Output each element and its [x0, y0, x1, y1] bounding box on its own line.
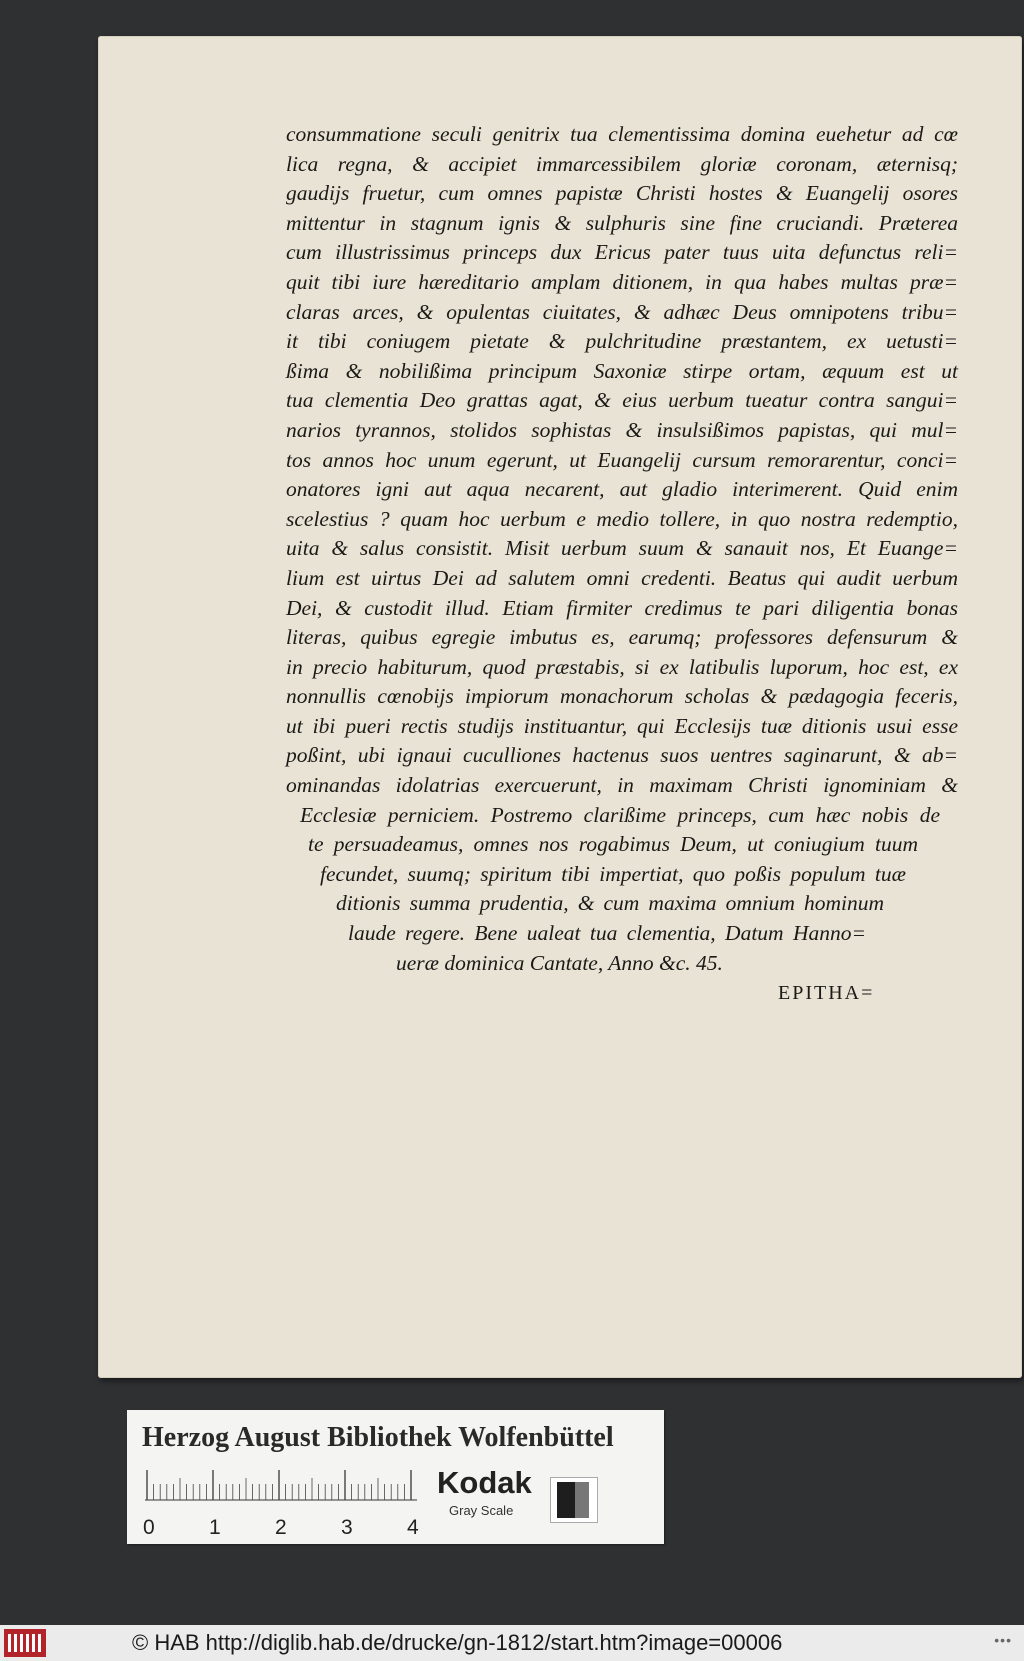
- text-line: ominandas idolatrias exercuerunt, in maximam Christi ignominiam &: [286, 773, 958, 798]
- ruler-label-0: 0: [143, 1516, 155, 1539]
- text-line: lica regna, & accipiet immarcessibilem gloriæ coronam, æternisq;: [286, 151, 958, 176]
- text-line: it tibi coniugem pietate & pulchritudine præstantem, ex uetusti=: [286, 329, 958, 354]
- text-line: Dei, & custodit illud. Etiam firmiter credimus te pari diligentia bonas: [286, 595, 958, 620]
- text-line: lium est uirtus Dei ad salutem omni credenti. Beatus qui audit uerbum: [286, 565, 958, 590]
- viewer-footer: [0, 1625, 1024, 1661]
- color-calibration-card: [127, 1410, 664, 1544]
- text-line: in precio habiturum, quod præstabis, si ex latibulis luporum, hoc est, ex: [286, 654, 958, 679]
- text-line: narios tyrannos, stolidos sophistas & insulsißimos papistas, qui mul=: [286, 417, 958, 442]
- text-line: quit tibi iure hæreditario amplam ditionem, in qua habes multas præ=: [286, 269, 958, 294]
- text-line: tos annos hoc unum egerunt, ut Euangelij cursum remorarentur, conci=: [286, 447, 958, 472]
- text-line: uita & salus consistit. Misit uerbum suum & sanauit nos, Et Euange=: [286, 536, 958, 561]
- ruler-label-1: 1: [209, 1516, 221, 1539]
- ruler-label-3: 3: [341, 1516, 353, 1539]
- text-line: onatores igni aut aqua necarent, aut gladio interimerent. Quid enim: [286, 477, 958, 502]
- library-name: Herzog August Bibliothek Wolfenbüttel: [142, 1422, 614, 1453]
- text-line: cum illustrissimus princeps dux Ericus pater tuus uita defunctus reli=: [286, 240, 958, 265]
- more-menu-icon[interactable]: •••: [994, 1632, 1012, 1648]
- text-line: literas, quibus egregie imbutus es, earumq; professores defensurum &: [286, 625, 958, 650]
- gray-patch: [550, 1477, 598, 1523]
- text-line: Ecclesiæ perniciem. Postremo clarißime princeps, cum hæc nobis de: [300, 802, 940, 827]
- text-line: tua clementia Deo grattas agat, & eius uerbum tueatur contra sangui=: [286, 388, 958, 413]
- kodak-logo: Kodak: [437, 1465, 532, 1500]
- text-line: ditionis summa prudentia, & cum maxima omnium hominum: [336, 891, 884, 916]
- page-text: [286, 120, 958, 978]
- text-line: mittentur in stagnum ignis & sulphuris sine fine cruciandi. Præterea: [286, 210, 958, 235]
- hab-logo-icon: [4, 1629, 46, 1657]
- text-line: claras arces, & opulentas ciuitates, & adhæc Deus omnipotens tribu=: [286, 299, 958, 324]
- text-line: ueræ dominica Cantate, Anno &c. 45.: [396, 950, 723, 975]
- text-line: nonnullis cœnobijs impiorum monachorum scholas & pædagogia feceris,: [286, 684, 958, 709]
- text-line: gaudijs fruetur, cum omnes papistæ Christi hostes & Euangelij osores: [286, 181, 958, 206]
- ruler-scale: [145, 1470, 417, 1514]
- text-line: fecundet, suumq; spiritum tibi impertiat, quo poßis populum tuæ: [320, 861, 906, 886]
- scanned-page: [98, 36, 1022, 1378]
- text-line: ut ibi pueri rectis studijs instituantur, qui Ecclesijs tuæ ditionis usui esse: [286, 713, 958, 738]
- text-line: te persuadeamus, omnes nos rogabimus Deum, ut coniugium tuum: [308, 832, 918, 857]
- text-line: laude regere. Bene ualeat tua clementia, Datum Hanno=: [348, 921, 866, 946]
- text-line: scelestius ? quam hoc uerbum e medio tollere, in quo nostra redemptio,: [286, 506, 958, 531]
- source-link[interactable]: © HAB http://diglib.hab.de/drucke/gn-1812/start.htm?image=00006: [132, 1630, 783, 1655]
- gray-scale-label: Gray Scale: [449, 1503, 514, 1518]
- ruler-label-4: 4: [407, 1516, 419, 1539]
- ruler-label-2: 2: [275, 1516, 287, 1539]
- text-line: poßint, ubi ignaui cuculliones hactenus suos uentres saginarunt, & ab=: [286, 743, 958, 768]
- catchword: EPITHA=: [778, 982, 875, 1004]
- text-line: consummatione seculi genitrix tua clementissima domina euehetur ad cœ: [286, 122, 958, 146]
- text-line: ßima & nobilißima principum Saxoniæ stirpe ortam, æquum est ut: [286, 358, 958, 383]
